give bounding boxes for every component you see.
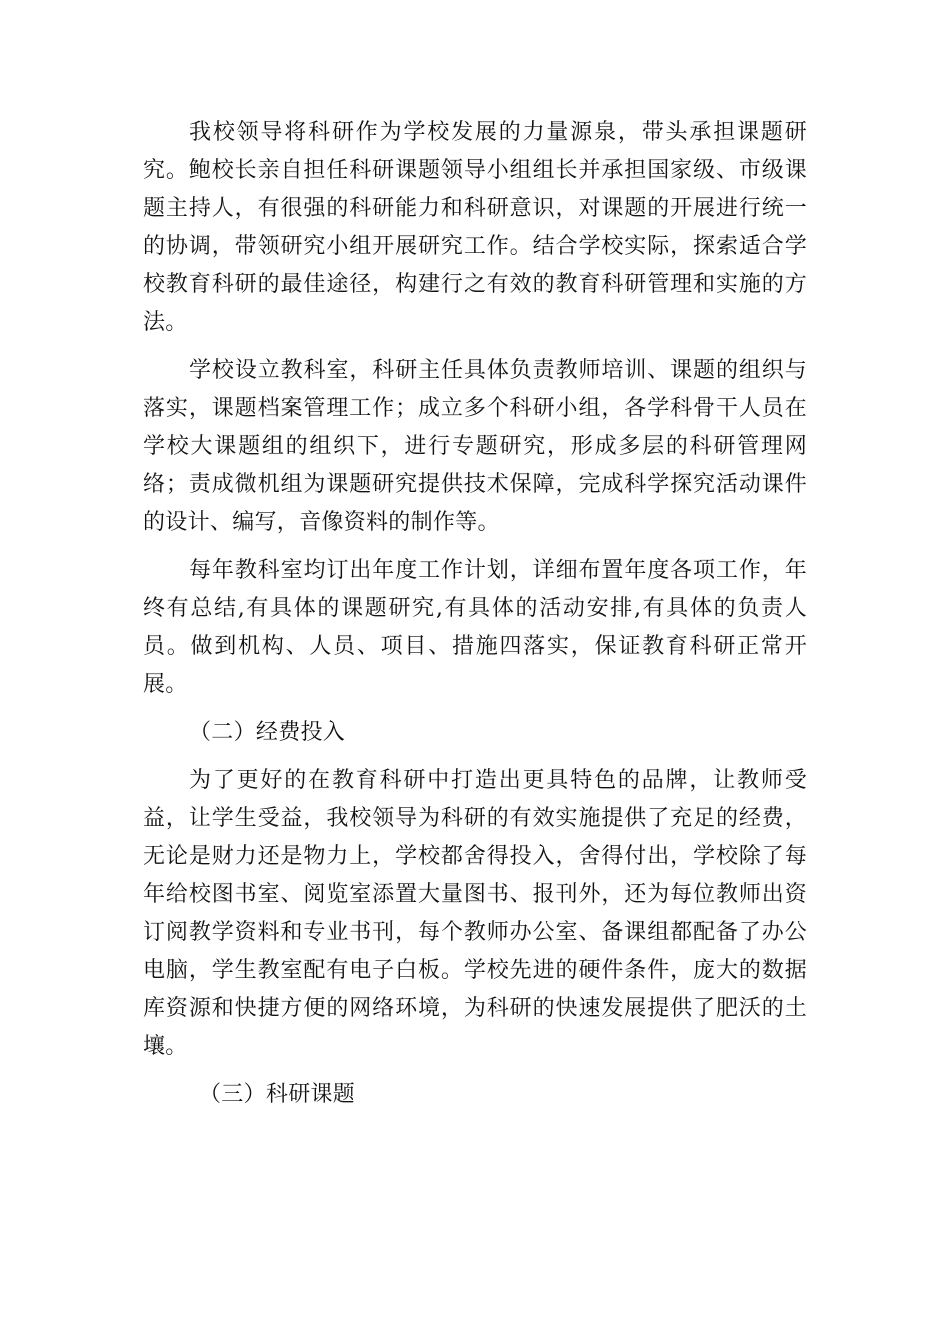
paragraph-research-office: 学校设立教科室，科研主任具体负责教师培训、课题的组织与落实，课题档案管理工作；成立多个科研小组，各学科骨干人员在学校大课题组的组织下，进行专题研究，形成多层的科研管理网络；责成微机组为课题研究提供技术保障，完成科学探究活动课件的设计、编写，音像资料的制作等。 bbox=[143, 358, 807, 535]
paragraph-leadership: 我校领导将科研作为学校发展的力量源泉，带头承担课题研究。鲍校长亲自担任科研课题领导小组组长并承担国家级、市级课题主持人，有很强的科研能力和科研意识，对课题的开展进行统一的协调，带领研究小组开展研究工作。结合学校实际，探索适合学校教育科研的最佳途径，构建行之有效的教育科研管理和实施的方法。 bbox=[143, 120, 807, 335]
paragraph-funding: 为了更好的在教育科研中打造出更具特色的品牌，让教师受益，让学生受益，我校领导为科研的有效实施提供了充足的经费，无论是财力还是物力上，学校都舍得投入，舍得付出，学校除了每年给校图书室、阅览室添置大量图书、报刊外，还为每位教师出资订阅教学资料和专业书刊，每个教师办公室、备课组都配备了办公电脑，学生教室配有电子白板。学校先进的硬件条件，庞大的数据库资源和快捷方便的网络环境，为科研的快速发展提供了肥沃的土壤。 bbox=[143, 768, 807, 1059]
paragraph-annual-plan: 每年教科室均订出年度工作计划，详细布置年度各项工作，年终有总结,有具体的课题研究,有具体的活动安排,有具体的负责人员。做到机构、人员、项目、措施四落实，保证教育科研正常开展。 bbox=[143, 558, 807, 697]
document-body bbox=[143, 114, 807, 1114]
section-heading-research-topics: （三）科研课题 bbox=[199, 1082, 356, 1107]
section-heading-funding: （二）经费投入 bbox=[189, 720, 346, 745]
